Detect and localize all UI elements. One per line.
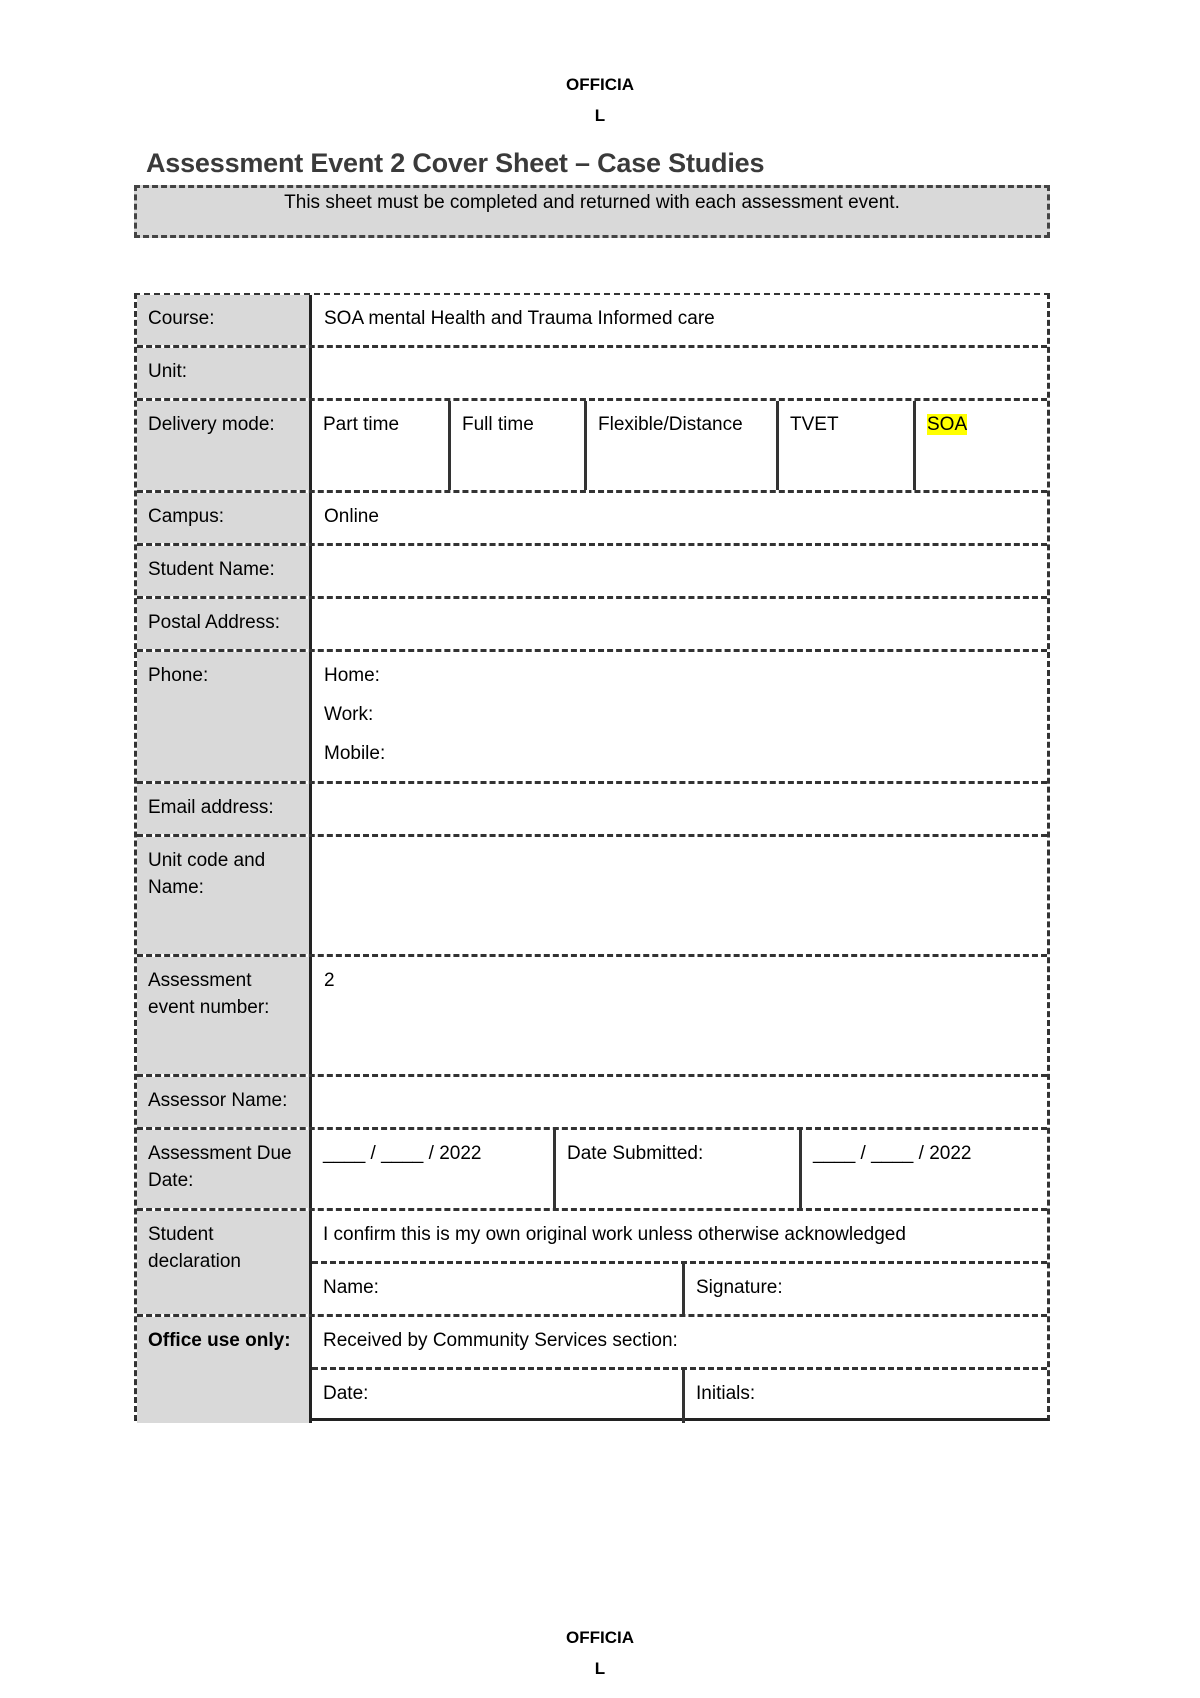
office-date-row [312,1370,1047,1423]
course-field[interactable]: SOA mental Health and Trauma Informed care [324,308,715,329]
email-row [137,784,1047,837]
email-label: Email address: [137,784,312,834]
delivery-option-part-time[interactable] [312,401,448,490]
phone-row [137,652,1047,784]
option-label: Flexible/Distance [598,414,743,435]
event-number-field[interactable]: 2 [324,970,335,991]
declaration-sign-row [312,1264,1047,1317]
office-received-field[interactable]: Received by Community Services section: [323,1330,678,1351]
unit-label: Unit: [137,348,312,398]
marking-line: L [594,106,606,125]
delivery-mode-row [137,401,1047,493]
assessor-label: Assessor Name: [137,1077,312,1127]
office-use-label: Office use only: [137,1317,312,1423]
unit-code-label: Unit code and Name: [137,837,312,954]
declaration-row [137,1211,1047,1317]
declaration-statement-row [312,1211,1047,1264]
date-submitted-label: Date Submitted: [553,1130,799,1208]
delivery-option-tvet[interactable] [776,401,913,490]
postal-address-field[interactable] [312,599,1047,649]
marking-line: OFFICIA [566,75,634,94]
phone-fields [312,652,1047,781]
declaration-signature-field[interactable]: Signature: [682,1264,1047,1317]
selected-option-label: SOA [927,414,968,435]
unit-code-field[interactable] [312,837,1047,954]
due-date-row [137,1130,1047,1211]
course-row [137,295,1047,348]
campus-label: Campus: [137,493,312,543]
declaration-label: Student declaration [137,1211,312,1314]
declaration-text: I confirm this is my own original work unless otherwise acknowledged [323,1224,906,1245]
phone-mobile-field[interactable]: Mobile: [324,743,386,764]
marking-line: L [594,1659,606,1678]
office-use-row [137,1317,1047,1423]
office-date-field[interactable]: Date: [323,1383,369,1404]
due-date-label: Assessment Due Date: [137,1130,312,1208]
student-name-row [137,546,1047,599]
delivery-option-soa[interactable] [913,401,1047,490]
office-received-row [312,1317,1047,1370]
assessor-field[interactable] [312,1077,1047,1127]
student-name-field[interactable] [312,546,1047,596]
phone-label: Phone: [137,652,312,781]
delivery-option-full-time[interactable] [448,401,584,490]
phone-home-field[interactable]: Home: [324,665,380,686]
delivery-option-flexible-distance[interactable] [584,401,776,490]
due-date-field[interactable]: ____ / ____ / 2022 [323,1143,482,1164]
course-label: Course: [137,295,312,345]
option-label: Part time [323,414,400,435]
student-name-label: Student Name: [137,546,312,596]
page-title: Assessment Event 2 Cover Sheet – Case Studies [146,148,765,178]
event-number-label: Assessment event number: [137,957,312,1074]
email-field[interactable] [312,784,1047,834]
assessor-row [137,1077,1047,1130]
phone-work-field[interactable]: Work: [324,704,374,725]
office-initials-field[interactable]: Initials: [682,1370,1047,1423]
date-submitted-field[interactable]: ____ / ____ / 2022 [799,1130,1047,1208]
postal-address-label: Postal Address: [137,599,312,649]
option-label: Full time [462,414,534,435]
event-number-row [137,957,1047,1077]
postal-address-row [137,599,1047,652]
option-label: TVET [790,414,839,435]
unit-row [137,348,1047,401]
declaration-name-field[interactable]: Name: [323,1277,379,1298]
campus-field[interactable]: Online [324,506,379,527]
cover-sheet-form [134,293,1050,1421]
classification-marking-bottom [0,1622,1200,1684]
classification-marking-top [0,69,1200,131]
delivery-mode-label: Delivery mode: [137,401,312,490]
marking-line: OFFICIA [566,1628,634,1647]
instruction-banner: This sheet must be completed and returned with each assessment event. [134,185,1050,238]
campus-row [137,493,1047,546]
unit-field[interactable] [312,348,1047,398]
unit-code-row [137,837,1047,957]
